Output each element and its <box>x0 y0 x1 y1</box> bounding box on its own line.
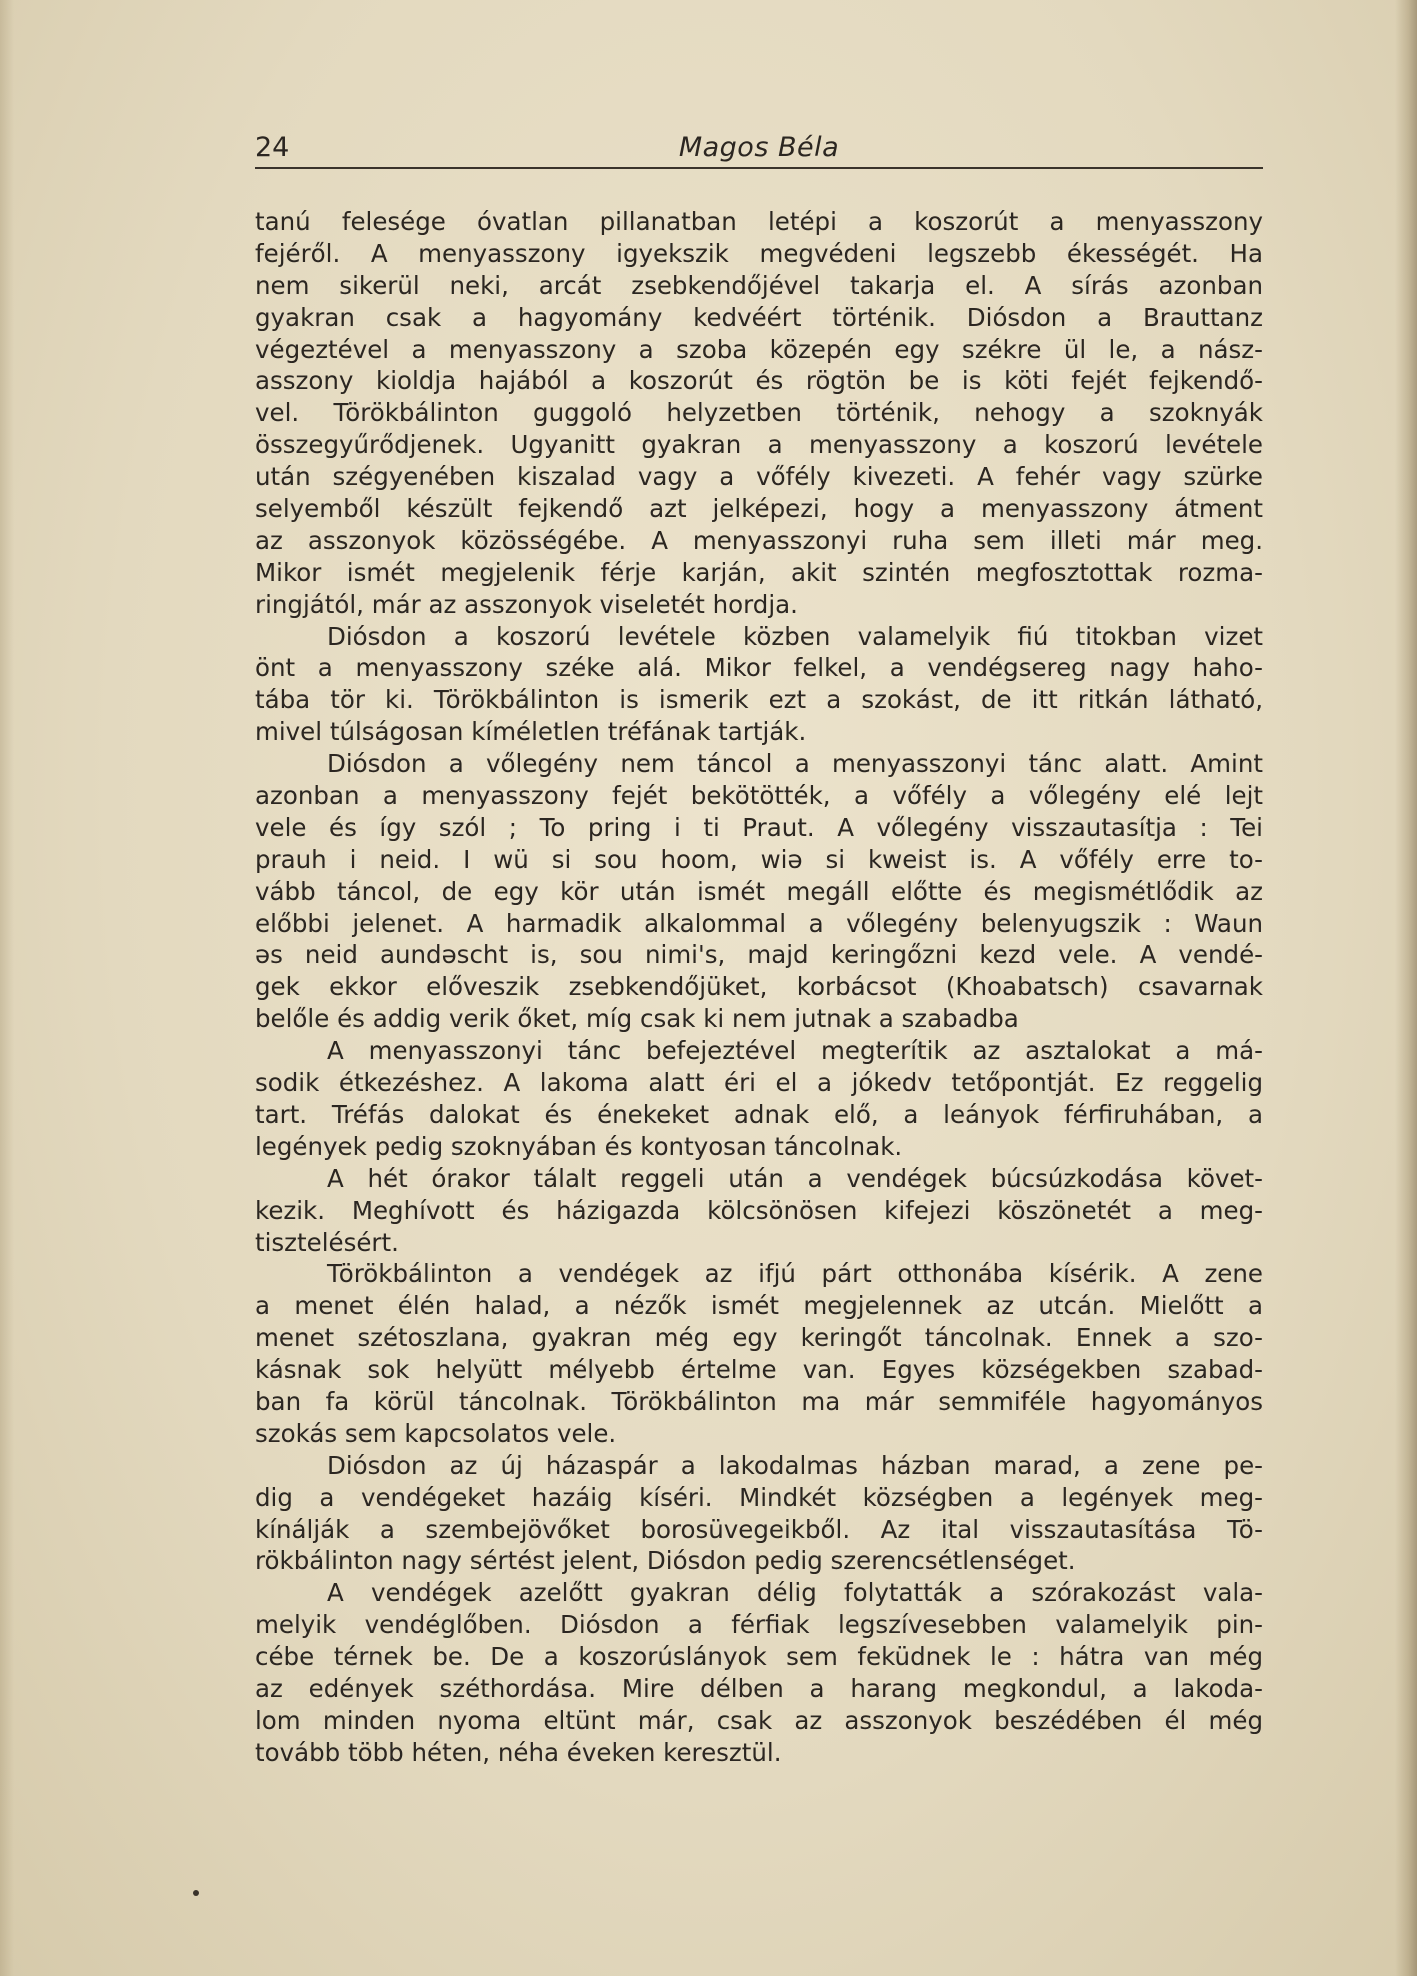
text-line: gyakran csak a hagyomány kedvéért történik. Diósdon a Brauttanz <box>255 302 1263 332</box>
page-edge-shadow-left <box>0 0 14 1976</box>
text-line: után szégyenében kiszalad vagy a vőfély kivezeti. A fehér vagy szürke <box>255 462 1263 492</box>
text-line: menet szétoszlana, gyakran még egy keringőt táncolnak. Ennek a szo- <box>255 1323 1263 1353</box>
running-head: Magos Béla <box>678 132 840 163</box>
text-line: asszony kioldja hajából a koszorút és rögtön be is köti fejét fejkendő- <box>255 366 1263 396</box>
text-line: kásnak sok helyütt mélyebb értelme van. Egyes községekben szabad- <box>255 1355 1263 1385</box>
text-line: összegyűrődjenek. Ugyanitt gyakran a menyasszony a koszorú levétele <box>255 430 1263 460</box>
text-line: végeztével a menyasszony a szoba közepén egy székre ül le, a nász- <box>255 334 1263 364</box>
text-line: melyik vendéglőben. Diósdon a férfiak legszívesebben valamelyik pin- <box>255 1610 1263 1640</box>
text-line: a menet élén halad, a nézők ismét megjelennek az utcán. Mielőtt a <box>255 1291 1263 1321</box>
text-line: Diósdon a koszorú levétele közben valamelyik fiú titokban vizet <box>327 621 1263 651</box>
text-line: tisztelésért. <box>255 1227 399 1257</box>
text-line: dig a vendégeket hazáig kíséri. Mindkét községben a legények meg- <box>255 1482 1263 1512</box>
text-line: A vendégek azelőtt gyakran délig folytatták a szórakozást vala- <box>327 1578 1263 1608</box>
text-line: előbbi jelenet. A harmadik alkalommal a vőlegény belenyugszik : Waun <box>255 908 1263 938</box>
text-line: kezik. Meghívott és házigazda kölcsönösen kifejezi köszönetét a meg- <box>255 1195 1263 1225</box>
text-line: legények pedig szoknyában és kontyosan táncolnak. <box>255 1131 903 1161</box>
text-line: Törökbálinton a vendégek az ifjú párt otthonába kísérik. A zene <box>327 1259 1263 1289</box>
text-line: Diósdon a vőlegény nem táncol a menyasszonyi tánc alatt. Amint <box>327 749 1263 779</box>
text-line: nem sikerül neki, arcát zsebkendőjével takarja el. A sírás azonban <box>255 270 1263 300</box>
ink-speck <box>193 1890 199 1896</box>
text-line: sodik étkezéshez. A lakoma alatt éri el a jókedv tetőpontját. Ez reggelig <box>255 1068 1263 1098</box>
text-line: önt a menyasszony széke alá. Mikor felkel, a vendégsereg nagy haho- <box>255 653 1263 683</box>
text-line: az asszonyok közösségébe. A menyasszonyi ruha sem illeti már meg. <box>255 525 1263 555</box>
text-line: ban fa körül táncolnak. Törökbálinton ma már semmiféle hagyományos <box>255 1386 1263 1416</box>
text-line: A menyasszonyi tánc befejeztével megterítik az asztalokat a má- <box>327 1036 1263 1066</box>
text-line: szokás sem kapcsolatos vele. <box>255 1418 617 1448</box>
text-line: lom minden nyoma eltünt már, csak az asszonyok beszédében él még <box>255 1705 1263 1735</box>
text-line: tanú felesége óvatlan pillanatban letépi a koszorút a menyasszony <box>255 207 1263 236</box>
text-line: fejéről. A menyasszony igyekszik megvédeni legszebb ékességét. Ha <box>255 238 1263 268</box>
text-line: tart. Tréfás dalokat és énekeket adnak elő, a leányok férfiruhában, a <box>255 1099 1263 1129</box>
text-line: tovább több héten, néha éveken keresztül. <box>255 1737 782 1767</box>
text-line: vább táncol, de egy kör után ismét megáll előtte és megismétlődik az <box>255 876 1263 906</box>
text-line: mivel túlságosan kíméletlen tréfának tartják. <box>255 717 807 747</box>
text-line: azonban a menyasszony fejét bekötötték, a vőfély a vőlegény elé lejt <box>255 781 1263 811</box>
text-line: Diósdon az új házaspár a lakodalmas házban marad, a zene pe- <box>327 1450 1263 1480</box>
text-line: az edények széthordása. Mire délben a harang megkondul, a lakoda- <box>255 1673 1263 1703</box>
text-line: vele és így szól ; To pring i ti Praut. A vőlegény visszautasítja : Tei <box>255 812 1263 842</box>
page-number: 24 <box>255 132 290 163</box>
text-line: belőle és addig verik őket, míg csak ki nem jutnak a szabadba <box>255 1004 1019 1034</box>
text-line: Mikor ismét megjelenik férje karján, akit szintén megfosztottak rozma- <box>255 557 1263 587</box>
text-line: tába tör ki. Törökbálinton is ismerik ezt a szokást, de itt ritkán látható, <box>255 685 1263 715</box>
text-line: gek ekkor előveszik zsebkendőjüket, korbácsot (Khoabatsch) csavarnak <box>255 972 1263 1002</box>
text-line: cébe térnek be. De a koszorúslányok sem feküdnek le : hátra van még <box>255 1642 1263 1672</box>
text-line: A hét órakor tálalt reggeli után a vendégek búcsúzkodása követ- <box>327 1163 1263 1193</box>
text-line: kínálják a szembejövőket borosüvegeikből. Az ital visszautasítása Tö- <box>255 1514 1263 1544</box>
page-edge-shadow-right <box>1395 0 1417 1976</box>
text-line: əs neid aundəscht is, sou nimi's, majd keringőzni kezd vele. A vendé- <box>255 940 1263 970</box>
body-text <box>255 206 1263 1769</box>
text-line: prauh i neid. I wü si sou hoom, wiə si kweist is. A vőfély erre to- <box>255 844 1263 874</box>
header-rule <box>255 167 1263 169</box>
text-line: vel. Törökbálinton guggoló helyzetben történik, nehogy a szoknyák <box>255 398 1263 428</box>
text-line: selyemből készült fejkendő azt jelképezi, hogy a menyasszony átment <box>255 494 1263 524</box>
text-line: rökbálinton nagy sértést jelent, Diósdon pedig szerencsétlenséget. <box>255 1546 1076 1576</box>
text-line: ringjától, már az asszonyok viseletét hordja. <box>255 589 798 619</box>
page-header <box>255 128 1263 168</box>
